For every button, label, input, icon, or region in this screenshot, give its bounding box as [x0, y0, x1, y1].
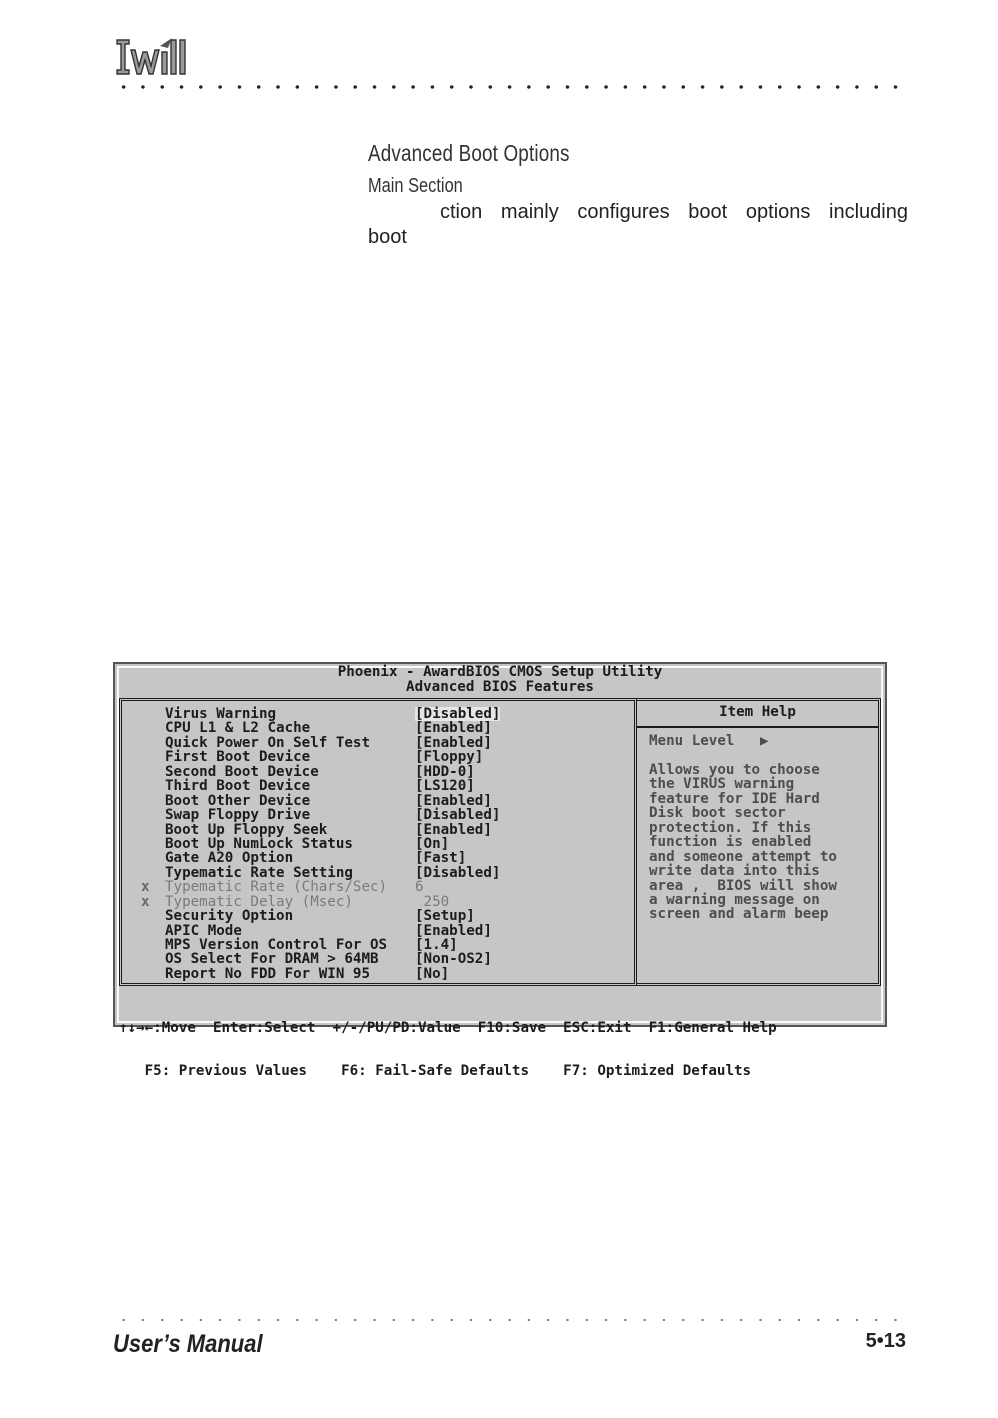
help-line: protection. If this [649, 819, 812, 836]
bios-setting-value[interactable]: [Enabled] [415, 734, 492, 751]
bios-setting-label: Typematic Rate Setting [165, 864, 353, 881]
bios-setting-row[interactable] [122, 967, 634, 981]
bios-setting-value[interactable]: [Fast] [415, 850, 467, 867]
bios-setting-value[interactable]: [HDD-0] [415, 763, 475, 780]
bios-key-legend [119, 992, 881, 1108]
bios-setting-row[interactable] [122, 851, 634, 865]
bios-setting-row[interactable] [122, 707, 634, 721]
bios-settings-panel [119, 698, 637, 986]
bios-setting-value[interactable]: [Non-OS2] [415, 951, 492, 968]
help-lines [649, 763, 878, 922]
bios-help-panel [637, 698, 881, 986]
bios-settings-list [122, 707, 634, 981]
bios-setting-label: Swap Floppy Drive [165, 807, 311, 824]
bios-setting-label: Boot Other Device [165, 792, 311, 809]
menu-level: Menu Level ▶ [649, 733, 769, 749]
bios-title-menu: Advanced BIOS Features [406, 679, 594, 695]
help-line: area , BIOS will show [649, 877, 837, 894]
key-legend-line-2: F5: Previous Values F6: Fail-Safe Defaults F7: Optimized Defaults [119, 1063, 752, 1080]
bios-setting-value: 6 [415, 879, 424, 896]
bios-setting-label: Security Option [165, 908, 294, 925]
section-title: Advanced Boot Options [368, 140, 570, 166]
bios-setting-label: MPS Version Control For OS [165, 937, 388, 953]
key-legend-line-1: ↑↓→←:Move Enter:Select +/-/PU/PD:Value F10:Save ESC:Exit F1:General Help [119, 1019, 777, 1036]
bios-setting-row[interactable] [122, 952, 634, 966]
bios-title [115, 665, 885, 695]
bios-setting-value[interactable]: [Enabled] [415, 792, 492, 809]
bios-setting-value[interactable]: [Enabled] [415, 720, 492, 737]
bios-setting-row[interactable] [122, 924, 634, 938]
bios-setting-row [122, 880, 634, 894]
bios-setting-value[interactable]: [1.4] [415, 937, 458, 953]
bios-setting-row[interactable] [122, 808, 634, 822]
bios-setting-row [122, 895, 634, 909]
bios-setting-row[interactable] [122, 909, 634, 923]
help-line: feature for IDE Hard [649, 790, 820, 807]
bios-setting-label: Report No FDD For WIN 95 [165, 965, 370, 982]
bios-setting-label: OS Select For DRAM > 64MB [165, 951, 379, 968]
item-help-heading: Item Help [637, 701, 878, 728]
bios-setting-row[interactable] [122, 794, 634, 808]
bios-setting-value[interactable]: [Enabled] [415, 922, 492, 939]
bios-setting-label: Quick Power On Self Test [165, 734, 370, 751]
body-line-1: ction mainly configures boot options including [440, 201, 908, 223]
disabled-marker: x [141, 893, 150, 910]
bios-setting-value[interactable]: [Enabled] [415, 821, 492, 838]
bios-setting-label: First Boot Device [165, 749, 311, 766]
bios-setting-value: 250 [415, 893, 450, 910]
footer-manual-title: User’s Manual [113, 1330, 263, 1358]
help-line: function is enabled [649, 834, 812, 851]
bios-setting-label: Third Boot Device [165, 778, 311, 795]
bios-setting-row[interactable] [122, 779, 634, 793]
bios-setting-label: CPU L1 & L2 Cache [165, 720, 311, 737]
bios-setting-label: Typematic Delay (Msec) [165, 893, 353, 910]
bios-setting-label: APIC Mode [165, 922, 242, 939]
help-line: screen and alarm beep [649, 906, 829, 923]
bios-setting-label: Gate A20 Option [165, 850, 294, 867]
top-dotted-rule [114, 84, 906, 90]
bios-setting-label: Boot Up Floppy Seek [165, 821, 328, 838]
bios-setting-row[interactable] [122, 823, 634, 837]
bios-setting-row[interactable] [122, 750, 634, 764]
help-line: write data into this [649, 863, 820, 880]
bios-setting-row[interactable] [122, 837, 634, 851]
bios-setting-value[interactable]: [Disabled] [415, 864, 501, 881]
bios-setting-value[interactable]: [No] [415, 965, 450, 982]
bios-setting-value[interactable]: [Setup] [415, 908, 475, 925]
bios-setting-row[interactable] [122, 736, 634, 750]
bios-setting-label: Boot Up NumLock Status [165, 835, 353, 852]
disabled-marker: x [141, 879, 150, 896]
help-line: a warning message on [649, 891, 820, 908]
bottom-dotted-rule [114, 1318, 906, 1322]
help-line: Disk boot sector [649, 805, 786, 822]
bios-setting-label: Virus Warning [165, 706, 277, 722]
bios-setting-value[interactable]: [Floppy] [415, 749, 484, 766]
bios-setting-value[interactable]: [LS120] [415, 778, 475, 795]
section-subtitle: Main Section [368, 175, 463, 197]
bios-setting-label: Typematic Rate (Chars/Sec) [165, 879, 388, 896]
bios-setting-value[interactable]: [Disabled] [415, 706, 501, 722]
help-line: and someone attempt to [649, 848, 837, 865]
bios-setting-value[interactable]: [On] [415, 835, 450, 852]
bios-screenshot [113, 662, 887, 1080]
bios-setting-label: Second Boot Device [165, 763, 319, 780]
bios-setting-row[interactable] [122, 765, 634, 779]
help-line: Allows you to choose [649, 761, 820, 778]
iwill-logo [114, 36, 194, 80]
body-line-2: boot [368, 226, 407, 248]
section-body [368, 200, 908, 250]
bios-title-utility: Phoenix - AwardBIOS CMOS Setup Utility [337, 664, 663, 680]
item-help-text [637, 728, 878, 922]
bios-setting-value[interactable]: [Disabled] [415, 807, 501, 824]
bios-setting-row[interactable] [122, 938, 634, 952]
bios-setting-row[interactable] [122, 721, 634, 735]
footer-page-number: 5•13 [865, 1330, 906, 1352]
bios-setting-row[interactable] [122, 866, 634, 880]
help-line: the VIRUS warning [649, 776, 795, 793]
